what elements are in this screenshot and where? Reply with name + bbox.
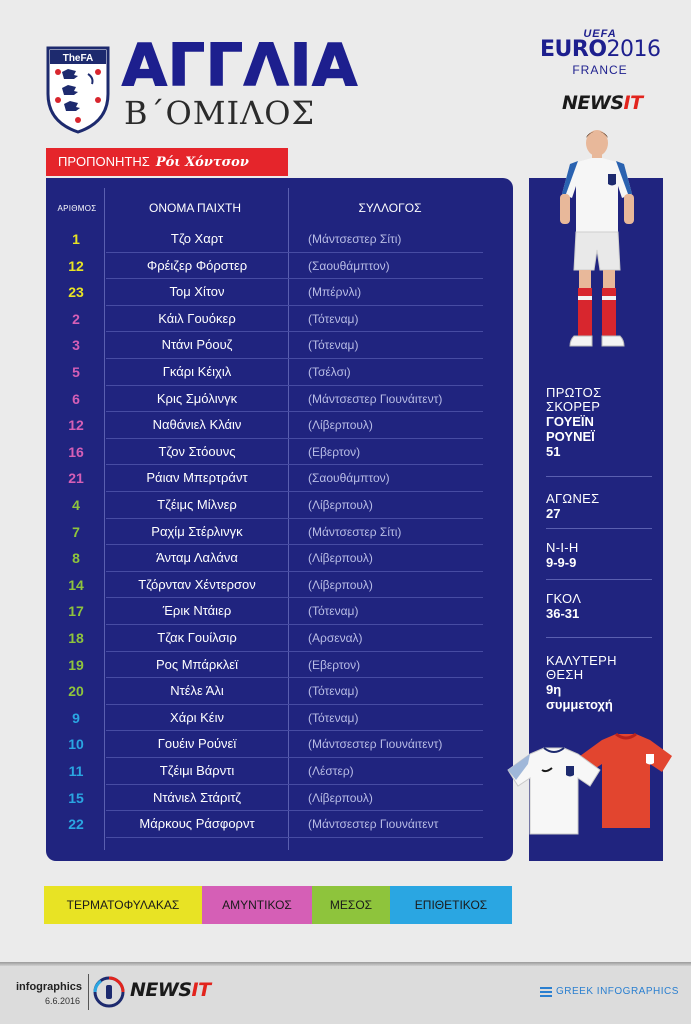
player-number: 12 bbox=[68, 417, 84, 434]
footer-credit: GREEK INFOGRAPHICS bbox=[556, 986, 679, 997]
player-name: Τζον Στόουνς bbox=[158, 443, 236, 459]
table-row bbox=[46, 678, 513, 705]
table-row bbox=[46, 253, 513, 280]
table-row bbox=[46, 625, 513, 652]
table-row bbox=[46, 279, 513, 306]
best-finish-value-line1: 9η bbox=[546, 682, 562, 697]
euro-year: 2016 bbox=[606, 37, 661, 62]
top-scorer-goals: 51 bbox=[546, 444, 561, 459]
player-number: 12 bbox=[68, 257, 84, 274]
top-scorer-name-line2: ΡΟΥΝΕΪ bbox=[546, 429, 595, 444]
group-subtitle: Β΄ΟΜΙΛΟΣ bbox=[124, 94, 316, 132]
player-name: Κρις Σμόλινγκ bbox=[156, 390, 238, 406]
table-row bbox=[46, 519, 513, 546]
player-club: (Αρσεναλ) bbox=[308, 631, 363, 645]
player-name: Ράιαν Μπερτράντ bbox=[146, 470, 248, 486]
player-club: (Εβερτον) bbox=[308, 657, 361, 672]
player-name: Γκάρι Κέιχιλ bbox=[162, 364, 232, 379]
goals-stat bbox=[546, 592, 656, 621]
player-number: 20 bbox=[68, 683, 84, 700]
record-label: Ν-Ι-Η bbox=[546, 540, 579, 555]
record-value: 9-9-9 bbox=[546, 555, 577, 570]
player-number: 15 bbox=[68, 789, 84, 806]
player-number: 19 bbox=[68, 656, 84, 673]
player-number: 16 bbox=[68, 443, 84, 460]
table-row bbox=[46, 785, 513, 812]
player-club: (Μάντσεστερ Γιουνάιτεντ) bbox=[308, 391, 443, 406]
footer-divider bbox=[88, 974, 89, 1010]
table-row bbox=[46, 598, 513, 625]
player-number: 10 bbox=[68, 736, 84, 753]
player-number: 14 bbox=[68, 576, 84, 593]
stats-divider bbox=[546, 528, 652, 529]
player-club: (Τότεναμ) bbox=[308, 338, 359, 353]
team-shirts-illustration bbox=[506, 732, 676, 837]
player-club: (Εβερτον) bbox=[308, 444, 361, 459]
goals-label: ΓΚΟΛ bbox=[546, 591, 582, 606]
table-row bbox=[46, 226, 513, 253]
table-row bbox=[46, 412, 513, 439]
player-club: (Μάντσεστερ Γιουνάιτεντ) bbox=[308, 737, 443, 752]
player-name: Έρικ Ντάιερ bbox=[162, 603, 232, 619]
greek-infographics-icon bbox=[540, 986, 552, 998]
top-scorer-label-line2: ΣΚΟΡΕΡ bbox=[546, 399, 601, 414]
player-name: Ντέλε Άλι bbox=[170, 683, 224, 699]
player-number: 21 bbox=[68, 470, 84, 487]
player-name: Τζακ Γουίλσιρ bbox=[157, 630, 237, 645]
brand-part-a: NEWS bbox=[562, 92, 624, 114]
best-finish-value-line2: συμμετοχή bbox=[546, 697, 613, 712]
table-row bbox=[46, 758, 513, 785]
player-club: (Μάντσεστερ Γιουνάιτεντ bbox=[308, 817, 439, 832]
euro-word: EURO bbox=[540, 37, 607, 62]
player-number: 3 bbox=[72, 337, 80, 354]
player-club: (Τότεναμ) bbox=[308, 311, 359, 326]
page-title: ΑΓΓΛΙΑ bbox=[122, 31, 359, 99]
table-row bbox=[46, 811, 513, 838]
player-club: (Τότεναμ) bbox=[308, 604, 359, 619]
newsit-logo bbox=[562, 92, 643, 114]
player-number: 1 bbox=[72, 231, 80, 247]
player-number: 22 bbox=[68, 816, 84, 833]
player-name: Ναθάνιελ Κλάιν bbox=[152, 417, 242, 433]
top-scorer-label-line1: ΠΡΩΤΟΣ bbox=[546, 385, 602, 400]
goals-value: 36-31 bbox=[546, 606, 580, 621]
player-number: 9 bbox=[72, 709, 80, 726]
player-club: (Λίβερπουλ) bbox=[308, 551, 373, 566]
player-club: (Μάντσεστερ Σίτι) bbox=[308, 232, 402, 246]
footer-date: 6.6.2016 bbox=[45, 996, 81, 1006]
best-finish-label-line2: ΘΕΣΗ bbox=[546, 667, 584, 682]
table-row bbox=[46, 731, 513, 758]
column-header-number: ΑΡΙΘΜΟΣ bbox=[57, 204, 97, 213]
matches-stat bbox=[546, 492, 656, 521]
coach-banner bbox=[46, 148, 288, 176]
record-stat bbox=[546, 541, 656, 570]
euro-country: FRANCE bbox=[572, 63, 628, 77]
legend-defender: ΑΜΥΝΤΙΚΟΣ bbox=[202, 886, 312, 924]
player-name: Φρέιζερ Φόρστερ bbox=[146, 257, 248, 273]
table-row bbox=[46, 652, 513, 679]
stats-divider bbox=[546, 579, 652, 580]
player-name: Άνταμ Λαλάνα bbox=[156, 550, 238, 566]
footer-brand-part-b: IT bbox=[191, 979, 211, 1001]
player-number: 6 bbox=[72, 390, 80, 407]
player-name: Ραχίμ Στέρλινγκ bbox=[151, 523, 243, 539]
footer-newsit-logo bbox=[130, 979, 211, 1001]
position-legend bbox=[44, 886, 512, 924]
player-number: 11 bbox=[68, 763, 84, 779]
player-club: (Σαουθάμπτον) bbox=[308, 471, 390, 486]
player-club: (Τότεναμ) bbox=[308, 684, 359, 699]
table-row bbox=[46, 465, 513, 492]
player-name: Τζόρνταν Χέντερσον bbox=[138, 576, 256, 592]
brand-part-b: IT bbox=[623, 92, 643, 114]
player-name: Κάιλ Γουόκερ bbox=[158, 310, 236, 326]
player-club: (Τσέλσι) bbox=[308, 365, 351, 379]
player-club: (Λίβερπουλ) bbox=[308, 418, 373, 433]
footer-brand-part-a: NEWS bbox=[130, 979, 192, 1001]
player-name: Τζέιμι Βάρντι bbox=[159, 763, 235, 778]
player-number: 2 bbox=[72, 310, 80, 327]
player-name: Ρος Μπάρκλεϊ bbox=[156, 656, 238, 672]
player-name: Τομ Χίτον bbox=[169, 284, 225, 300]
euro-2016-logo bbox=[540, 28, 660, 77]
table-row bbox=[46, 359, 513, 386]
table-row bbox=[46, 306, 513, 333]
best-finish-label-line1: ΚΑΛΥΤΕΡΗ bbox=[546, 653, 617, 668]
player-figure-illustration bbox=[552, 128, 642, 363]
matches-value: 27 bbox=[546, 506, 561, 521]
player-name: Μάρκους Ράσφορντ bbox=[139, 816, 255, 832]
coach-name: Ρόι Χόντσον bbox=[155, 155, 249, 170]
coach-label: ΠΡΟΠΟΝΗΤΗΣ bbox=[58, 154, 150, 169]
player-name: Τζο Χαρτ bbox=[170, 231, 224, 246]
player-club: (Τότεναμ) bbox=[308, 710, 359, 725]
player-name: Ντάνι Ρόουζ bbox=[161, 337, 233, 353]
player-club: (Λίβερπουλ) bbox=[308, 498, 373, 512]
table-row bbox=[46, 386, 513, 413]
player-name: Τζέιμς Μίλνερ bbox=[157, 497, 237, 512]
table-row bbox=[46, 492, 513, 519]
player-club: (Μάντσεστερ Σίτι) bbox=[308, 524, 402, 539]
legend-forward: ΕΠΙΘΕΤΙΚΟΣ bbox=[390, 886, 512, 924]
squad-table bbox=[46, 178, 513, 861]
player-number: 5 bbox=[72, 364, 80, 380]
player-club: (Λίβερπουλ) bbox=[308, 577, 373, 592]
player-club: (Λέστερ) bbox=[308, 764, 354, 778]
player-club: (Σαουθάμπτον) bbox=[308, 258, 390, 273]
player-number: 7 bbox=[72, 523, 80, 540]
column-header-club: ΣΥΛΛΟΓΟΣ bbox=[358, 201, 422, 215]
table-row bbox=[46, 545, 513, 572]
euro-trophy-icon bbox=[93, 976, 125, 1008]
column-header-name: ΟΝΟΜΑ ΠΑΙΧΤΗ bbox=[148, 201, 241, 215]
fa-crest-logo bbox=[44, 44, 112, 134]
table-row bbox=[46, 705, 513, 732]
player-name: Ντάνιελ Στάριτζ bbox=[153, 789, 241, 805]
table-row bbox=[46, 439, 513, 466]
player-number: 4 bbox=[72, 497, 80, 513]
row-divider bbox=[106, 837, 483, 838]
stats-divider bbox=[546, 476, 652, 477]
stats-divider bbox=[546, 637, 652, 638]
player-name: Χάρι Κέιν bbox=[170, 709, 224, 725]
player-number: 18 bbox=[68, 630, 84, 646]
uefa-label: UEFA bbox=[583, 28, 617, 40]
footer-infographics-label: infographics bbox=[16, 981, 83, 993]
legend-midfielder: ΜΕΣΟΣ bbox=[312, 886, 390, 924]
top-scorer-name-line1: ΓΟΥΕΪΝ bbox=[546, 414, 594, 429]
player-club: (Μπέρνλι) bbox=[308, 285, 362, 300]
matches-label: ΑΓΩΝΕΣ bbox=[546, 491, 600, 506]
player-number: 8 bbox=[72, 550, 80, 567]
player-number: 17 bbox=[68, 603, 84, 620]
table-row bbox=[46, 572, 513, 599]
player-number: 23 bbox=[68, 284, 84, 301]
table-row bbox=[46, 332, 513, 359]
top-scorer-stat bbox=[546, 386, 656, 459]
best-finish-stat bbox=[546, 654, 656, 712]
legend-goalkeeper: ΤΕΡΜΑΤΟΦΥΛΑΚΑΣ bbox=[44, 886, 202, 924]
player-name: Γουέιν Ρούνεϊ bbox=[157, 736, 237, 752]
crest-label: TheFA bbox=[62, 53, 94, 64]
player-club: (Λίβερπουλ) bbox=[308, 790, 373, 805]
